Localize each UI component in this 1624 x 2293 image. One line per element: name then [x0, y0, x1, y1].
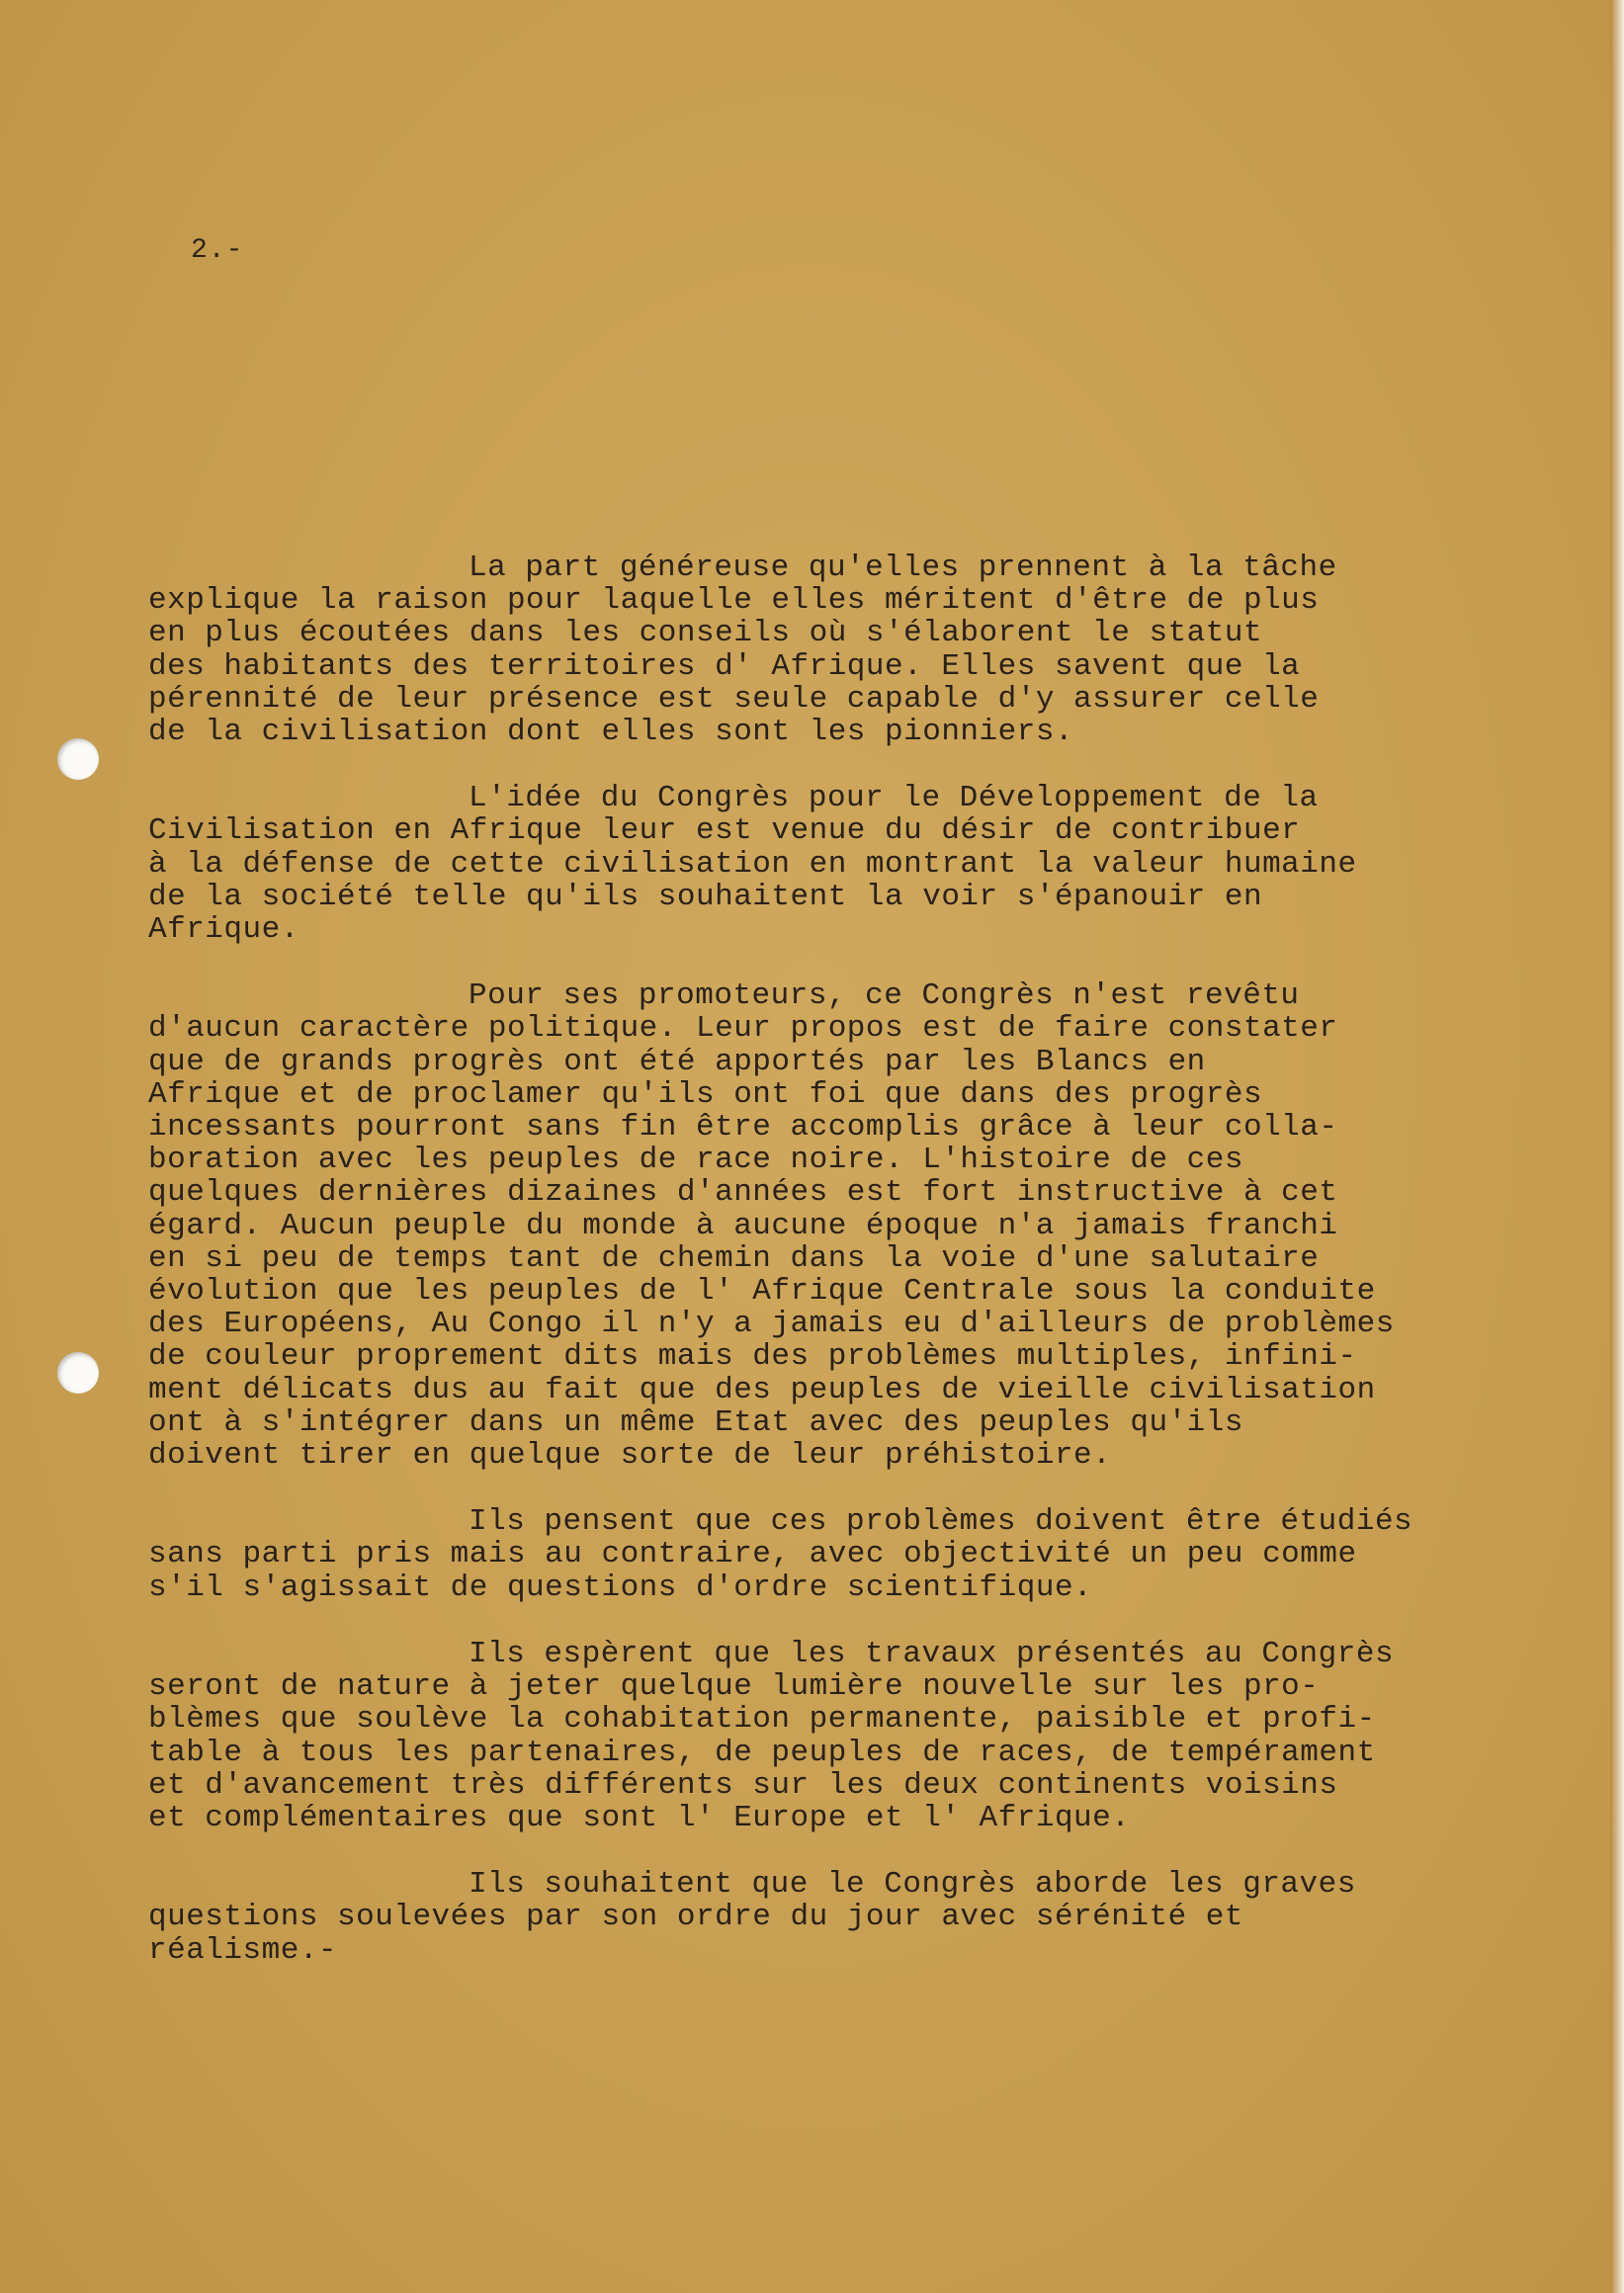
- text-line: Ils espèrent que les travaux présentés au Congrès: [469, 1636, 1395, 1671]
- text-line: évolution que les peuples de l' Afrique Centrale sous la conduite: [148, 1274, 1376, 1310]
- text-line: table à tous les partenaires, de peuples de races, de tempérament: [148, 1735, 1376, 1770]
- text-line: blèmes que soulève la cohabitation permanente, paisible et profi-: [148, 1702, 1376, 1738]
- document-body: [148, 552, 1483, 2000]
- text-line: de couleur proprement dits mais des problèmes multiples, infini-: [148, 1339, 1357, 1375]
- punch-hole: [57, 738, 99, 780]
- text-line: d'aucun caractère politique. Leur propos est de faire constater: [148, 1011, 1338, 1047]
- text-line: égard. Aucun peuple du monde à aucune époque n'a jamais franchi: [148, 1208, 1338, 1243]
- text-line: que de grands progrès ont été apportés par les Blancs en: [148, 1044, 1206, 1079]
- text-line: boration avec les peuples de race noire. L'histoire de ces: [148, 1143, 1243, 1178]
- text-line: Pour ses promoteurs, ce Congrès n'est revêtu: [469, 978, 1300, 1014]
- text-line: de la société telle qu'ils souhaitent la voir s'épanouir en: [148, 879, 1263, 914]
- text-line: ment délicats dus au fait que des peuples de vieille civilisation: [148, 1372, 1376, 1407]
- paragraph: [148, 1505, 1483, 1604]
- paragraph: [148, 979, 1483, 1472]
- text-line: questions soulevées par son ordre du jour avec sérénité et: [148, 1900, 1243, 1935]
- text-line: ont à s'intégrer dans un même Etat avec des peuples qu'ils: [148, 1404, 1243, 1440]
- text-line: et d'avancement très différents sur les deux continents voisins: [148, 1767, 1338, 1803]
- text-line: Afrique.: [148, 912, 299, 948]
- text-line: s'il s'agissait de questions d'ordre scientifique.: [148, 1570, 1093, 1605]
- paragraph: [148, 782, 1483, 946]
- paragraph: [148, 1868, 1483, 1967]
- text-line: de la civilisation dont elles sont les pionniers.: [148, 715, 1074, 750]
- punch-hole: [57, 1352, 99, 1394]
- text-line: Afrique et de proclamer qu'ils ont foi que dans des progrès: [148, 1076, 1263, 1112]
- text-line: Civilisation en Afrique leur est venue du désir de contribuer: [148, 813, 1301, 849]
- text-line: La part généreuse qu'elles prennent à la tâche: [469, 551, 1337, 585]
- text-line: seront de nature à jeter quelque lumière nouvelle sur les pro-: [148, 1669, 1320, 1705]
- text-line: quelques dernières dizaines d'années est fort instructive à cet: [148, 1175, 1338, 1211]
- paragraph: [148, 1638, 1483, 1834]
- paragraph: [148, 552, 1483, 748]
- text-line: Ils pensent que ces problèmes doivent être étudiés: [469, 1504, 1413, 1540]
- text-line: pérennité de leur présence est seule capable d'y assurer celle: [148, 681, 1320, 717]
- text-line: L'idée du Congrès pour le Développement de la: [469, 781, 1319, 816]
- text-line: en plus écoutées dans les conseils où s'élaborent le statut: [148, 616, 1263, 651]
- text-line: des Européens, Au Congo il n'y a jamais eu d'ailleurs de problèmes: [148, 1307, 1395, 1342]
- page-edge: [1610, 0, 1624, 2293]
- text-line: des habitants des territoires d' Afrique. Elles savent que la: [148, 648, 1301, 684]
- page-number: 2.-: [191, 235, 244, 266]
- text-line: et complémentaires que sont l' Europe et l' Afrique.: [148, 1800, 1131, 1835]
- text-line: en si peu de temps tant de chemin dans la voie d'une salutaire: [148, 1240, 1320, 1276]
- text-line: doivent tirer en quelque sorte de leur préhistoire.: [148, 1438, 1112, 1474]
- text-line: à la défense de cette civilisation en montrant la valeur humaine: [148, 846, 1357, 882]
- text-line: Ils souhaitent que le Congrès aborde les graves: [469, 1867, 1356, 1903]
- text-line: réalisme.-: [148, 1932, 338, 1968]
- text-line: incessants pourront sans fin être accomplis grâce à leur colla-: [148, 1110, 1338, 1146]
- text-line: sans parti pris mais au contraire, avec objectivité un peu comme: [148, 1537, 1357, 1572]
- text-line: explique la raison pour laquelle elles méritent d'être de plus: [148, 583, 1320, 619]
